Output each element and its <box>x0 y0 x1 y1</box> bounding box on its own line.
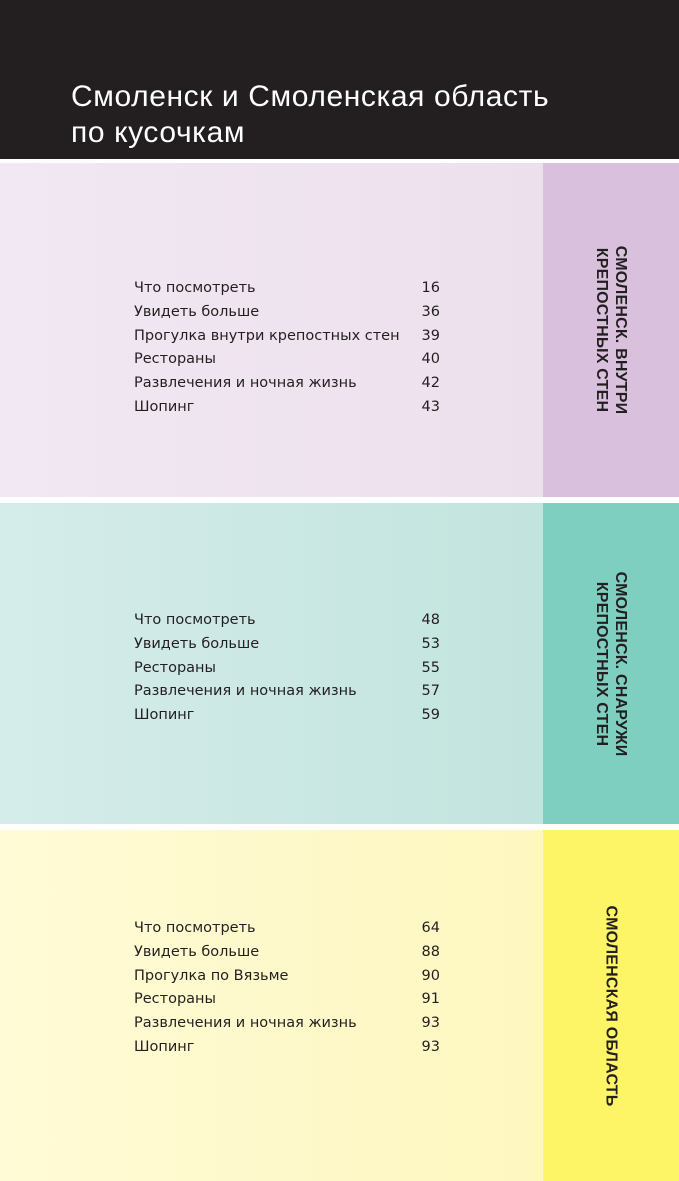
toc-entry[interactable] <box>134 325 440 349</box>
toc-entry-page: 88 <box>421 943 440 960</box>
page-header <box>0 0 679 159</box>
section-outside-walls <box>0 503 679 824</box>
toc-entry-page: 40 <box>421 351 440 368</box>
toc-entry-label: Увидеть больше <box>134 943 260 960</box>
title-line-1: Смоленск и Смоленская область <box>71 80 550 113</box>
toc-entry-label: Что посмотреть <box>134 612 256 628</box>
toc-entry-page: 36 <box>421 303 440 320</box>
section-tab[interactable] <box>543 830 679 1181</box>
toc-entry[interactable] <box>134 917 440 941</box>
toc-entry-label: Рестораны <box>134 991 216 1008</box>
toc-entry-page: 42 <box>421 375 440 392</box>
section-tab[interactable] <box>543 163 679 497</box>
toc-entry-page: 39 <box>421 327 440 344</box>
title-line-2: по кусочкам <box>71 116 246 149</box>
toc-entry[interactable] <box>134 633 440 657</box>
section-smolensk-region <box>0 830 679 1181</box>
toc-entry-page: 91 <box>421 991 440 1008</box>
section-contents-panel <box>0 830 543 1181</box>
toc-entry[interactable] <box>134 277 440 301</box>
toc-entry-label: Что посмотреть <box>134 920 256 936</box>
toc-entry[interactable] <box>134 965 440 989</box>
toc-entry-label: Прогулка внутри крепостных стен <box>134 327 400 344</box>
toc-entry-label: Рестораны <box>134 659 216 676</box>
section-inside-walls <box>0 163 679 497</box>
toc-entry-label: Развлечения и ночная жизнь <box>134 375 357 392</box>
toc-entry-label: Шопинг <box>134 1038 195 1055</box>
toc-entry-page: 16 <box>421 280 440 296</box>
table-of-contents <box>134 609 440 728</box>
tab-label-line-2: КРЕПОСТНЫХ СТЕН <box>593 581 610 746</box>
tab-label-line-2: КРЕПОСТНЫХ СТЕН <box>593 247 610 413</box>
section-tab-label <box>592 246 630 415</box>
toc-entry-label: Развлечения и ночная жизнь <box>134 1015 357 1032</box>
section-contents-panel <box>0 163 543 497</box>
toc-entry[interactable] <box>134 704 440 728</box>
toc-entry[interactable] <box>134 680 440 704</box>
toc-entry-label: Увидеть больше <box>134 635 260 652</box>
toc-entry[interactable] <box>134 988 440 1012</box>
section-tab[interactable] <box>543 503 679 824</box>
tab-label-line-1: СМОЛЕНСК. СНАРУЖИ <box>612 571 629 756</box>
page-title <box>71 79 549 151</box>
toc-entry-page: 55 <box>421 659 440 676</box>
section-contents-panel <box>0 503 543 824</box>
toc-entry-label: Увидеть больше <box>134 303 260 320</box>
table-of-contents <box>134 277 440 420</box>
toc-entry[interactable] <box>134 396 440 420</box>
toc-entry-label: Шопинг <box>134 398 195 415</box>
toc-entry[interactable] <box>134 301 440 325</box>
toc-entry-page: 93 <box>421 1038 440 1055</box>
toc-entry-page: 64 <box>421 920 440 936</box>
toc-entry[interactable] <box>134 941 440 965</box>
toc-entry[interactable] <box>134 1012 440 1036</box>
toc-entry-page: 57 <box>421 683 440 700</box>
toc-entry[interactable] <box>134 372 440 396</box>
toc-entry-page: 53 <box>421 635 440 652</box>
toc-entry-page: 59 <box>421 707 440 724</box>
toc-entry-label: Прогулка по Вязьме <box>134 967 289 984</box>
toc-entry[interactable] <box>134 348 440 372</box>
toc-entry[interactable] <box>134 609 440 633</box>
toc-entry-page: 43 <box>421 398 440 415</box>
toc-entry-label: Развлечения и ночная жизнь <box>134 683 357 700</box>
table-of-contents <box>134 917 440 1060</box>
toc-entry-page: 90 <box>421 967 440 984</box>
section-tab-label <box>602 905 621 1106</box>
toc-entry[interactable] <box>134 657 440 681</box>
tab-label-line-1: СМОЛЕНСК. ВНУТРИ <box>612 245 629 415</box>
toc-entry-label: Рестораны <box>134 351 216 368</box>
toc-entry-page: 48 <box>421 612 440 628</box>
toc-entry-page: 93 <box>421 1015 440 1032</box>
section-tab-label <box>592 571 630 756</box>
tab-label-line-1: СМОЛЕНСКАЯ ОБЛАСТЬ <box>602 905 620 1106</box>
toc-entry[interactable] <box>134 1036 440 1060</box>
toc-entry-label: Что посмотреть <box>134 280 256 296</box>
toc-entry-label: Шопинг <box>134 707 195 724</box>
